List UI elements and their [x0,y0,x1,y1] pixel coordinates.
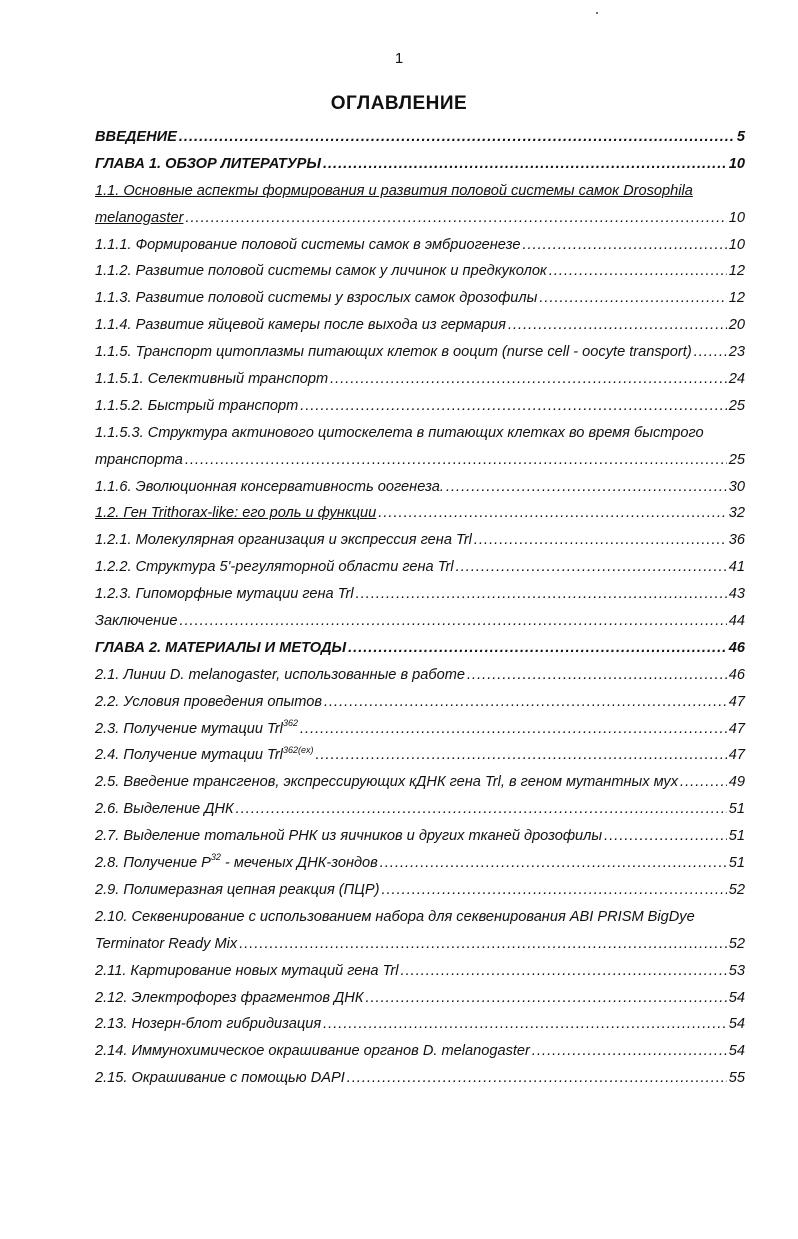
dot-leader [508,312,727,339]
toc-entry-page: 49 [728,774,745,791]
toc-entry[interactable] [95,985,745,1012]
toc-entry[interactable] [95,662,745,689]
toc-entry[interactable] [95,1065,745,1092]
dot-leader [348,635,727,662]
toc-entry[interactable] [95,823,745,850]
toc-entry[interactable] [95,581,745,608]
toc-entry[interactable] [95,742,745,769]
dot-leader [549,258,727,285]
toc-entry-title: ГЛАВА 1. ОБЗОР ЛИТЕРАТУРЫ [95,155,321,172]
dot-leader [446,474,727,501]
dot-leader [347,1065,727,1092]
toc-entry-title: 1.1.1. Формирование половой системы самок в эмбриогенезе [95,236,521,253]
toc-entry-title: 1.1.6. Эволюционная консервативность оогенеза. [95,478,444,495]
toc-entry-title: 2.6. Выделение ДНК [95,801,234,818]
toc-entry-title: 2.2. Условия проведения опытов [95,693,322,710]
toc-entry-page: 10 [728,155,745,172]
toc-entry-title: 1.2.3. Гипоморфные мутации гена Trl [95,586,354,603]
toc-entry-page: 20 [728,317,745,334]
toc-entry-title: ВВЕДЕНИЕ [95,129,177,145]
toc-entry-page: 53 [728,962,745,979]
toc-entry[interactable] [95,151,745,178]
dot-leader [456,554,727,581]
toc-entry-page: 43 [728,586,745,603]
toc-entry-page: 25 [728,451,745,468]
dot-leader [356,581,727,608]
toc-entry-page: 52 [728,935,745,952]
dot-leader [522,232,726,259]
toc-entry-title: 1.1.5.3. Структура актинового цитоскелета в питающих клетках во время быстрого [95,424,704,441]
toc-entry[interactable] [95,312,745,339]
dot-leader [179,608,726,635]
toc-entry[interactable] [95,339,745,366]
toc-entry-page: 30 [728,478,745,495]
toc-entry-title: 2.4. Получение мутации Trl$^{362(ex)}$ [95,744,314,764]
toc-entry[interactable] [95,474,745,501]
toc-entry-title: melanogaster [95,209,184,226]
toc-entry[interactable] [95,527,745,554]
toc-entry-page: 51 [728,828,745,845]
toc-entry-title: 2.11. Картирование новых мутаций гена Trl [95,962,399,979]
toc-entry-title: 2.8. Получение $P^{32}$ - меченых ДНК-зондов [95,852,378,872]
toc-entry-page: 5 [736,129,745,145]
dot-leader [315,742,726,769]
toc-entry-title: 1.2.2. Структура 5'-регуляторной области гена Trl [95,559,454,576]
superscript: 362 [282,717,298,728]
toc-entry-title: ГЛАВА 2. МАТЕРИАЛЫ И МЕТОДЫ [95,639,347,656]
toc-entry[interactable] [95,689,745,716]
toc-entry-title: 1.2.1. Молекулярная организация и экспрессия гена Trl [95,532,472,549]
toc-entry-title: транспорта [95,451,183,468]
toc-entry-page: 36 [728,532,745,549]
dot-leader [185,447,727,474]
dot-leader [365,985,726,1012]
toc-entry[interactable] [95,420,745,474]
toc-entry-title: 2.1. Линии D. melanogaster, использованные в работе [95,666,465,683]
toc-entry[interactable] [95,232,745,259]
toc-entry-title: 2.12. Электрофорез фрагментов ДНК [95,989,364,1006]
toc-entry-title: 1.1.2. Развитие половой системы самок у личинок и предкуколок [95,263,547,280]
toc-entry[interactable] [95,1011,745,1038]
dot-leader [239,931,727,958]
dot-leader [401,958,727,985]
toc-entry[interactable] [95,769,745,796]
toc-entry-title: 2.3. Получение мутации Trl$^{362}$ [95,717,298,737]
dot-leader [474,527,727,554]
toc-entry-title: 1.1. Основные аспекты формирования и развития половой системы самок Drosophila [95,182,693,199]
dot-leader [680,769,727,796]
toc-entry-title: Заключение [95,613,178,630]
toc-entry[interactable] [95,393,745,420]
toc-entry[interactable] [95,796,745,823]
dot-leader [604,823,727,850]
dot-leader [378,500,726,527]
toc-entry[interactable] [95,716,745,743]
dot-leader [324,689,727,716]
table-of-contents [95,124,745,1092]
toc-entry[interactable] [95,1038,745,1065]
dot-leader [532,1038,727,1065]
dot-leader [694,339,727,366]
toc-entry-title: 1.1.5.1. Селективный транспорт [95,371,329,388]
toc-entry-title: 1.1.4. Развитие яйцевой камеры после выхода из гермария [95,317,506,334]
dot-leader [300,393,727,420]
toc-entry-title: 2.9. Полимеразная цепная реакция (ПЦР) [95,881,380,898]
dot-leader [467,662,727,689]
toc-entry-page: 46 [728,666,745,683]
dot-leader [179,124,735,151]
toc-entry[interactable] [95,904,745,958]
toc-entry-page: 47 [728,693,745,710]
toc-entry-page: 47 [728,720,745,737]
toc-entry-title: 2.15. Окрашивание с помощью DAPI [95,1070,345,1087]
toc-entry-title: 1.1.5.2. Быстрый транспорт [95,397,299,414]
toc-entry-page: 12 [728,263,745,280]
toc-entry-title: 2.10. Секвенирование с использованием набора для секвенирования ABI PRISM BigDye [95,908,695,925]
toc-entry-page: 54 [728,1043,745,1060]
toc-entry-page: 54 [728,989,745,1006]
dot-leader [323,1011,727,1038]
dot-leader [236,796,727,823]
dot-leader [300,716,727,743]
toc-entry-page: 12 [728,290,745,307]
toc-entry-page: 24 [728,371,745,388]
toc-entry[interactable] [95,554,745,581]
toc-entry[interactable] [95,258,745,285]
superscript: 32 [210,852,221,863]
toc-entry-page: 10 [728,236,745,253]
toc-entry-page: 44 [728,613,745,630]
toc-entry[interactable] [95,285,745,312]
toc-entry-page: 25 [728,397,745,414]
toc-entry-title: 1.1.5. Транспорт цитоплазмы питающих клеток в ооцит (nurse cell - oocyte transport) [95,344,692,361]
toc-entry[interactable] [95,635,745,662]
toc-entry[interactable] [95,500,745,527]
toc-entry-page: 55 [728,1070,745,1087]
toc-entry[interactable] [95,124,745,151]
dot-leader [185,205,726,232]
toc-entry[interactable] [95,958,745,985]
dot-leader [381,877,726,904]
toc-entry-title: 2.5. Введение трансгенов, экспрессирующих кДНК гена Trl, в геном мутантных мух [95,774,679,791]
toc-entry[interactable] [95,608,745,635]
toc-entry-title: Terminator Ready Mix [95,935,238,952]
toc-entry-title: 2.7. Выделение тотальной РНК из яичников и других тканей дрозофилы [95,828,603,845]
toc-entry-page: 54 [728,1016,745,1033]
toc-entry-page: 23 [728,344,745,361]
toc-entry-title: 2.14. Иммунохимическое окрашивание органов D. melanogaster [95,1043,530,1060]
toc-entry-title: 1.1.3. Развитие половой системы у взрослых самок дрозофилы [95,290,538,307]
toc-entry-page: 10 [728,209,745,226]
toc-entry[interactable] [95,366,745,393]
toc-entry-page: 52 [728,881,745,898]
scan-speck [596,12,598,14]
toc-entry[interactable] [95,850,745,877]
dot-leader [380,850,727,877]
toc-entry[interactable] [95,178,745,232]
toc-entry-title: 2.13. Нозерн-блот гибридизация [95,1016,322,1033]
page-number: 1 [394,50,404,67]
toc-entry[interactable] [95,877,745,904]
toc-entry-page: 32 [728,505,745,522]
toc-entry-page: 47 [728,747,745,764]
superscript: 362(ex) [282,744,314,755]
dot-leader [330,366,727,393]
page-title: ОГЛАВЛЕНИЕ [330,93,468,114]
dot-leader [323,151,727,178]
toc-entry-page: 41 [728,559,745,576]
toc-entry-page: 46 [728,639,745,656]
dot-leader [539,285,726,312]
toc-entry-page: 51 [728,801,745,818]
toc-entry-title: 1.2. Ген Trithorax-like: его роль и функции [95,505,377,522]
toc-entry-page: 51 [728,855,745,872]
